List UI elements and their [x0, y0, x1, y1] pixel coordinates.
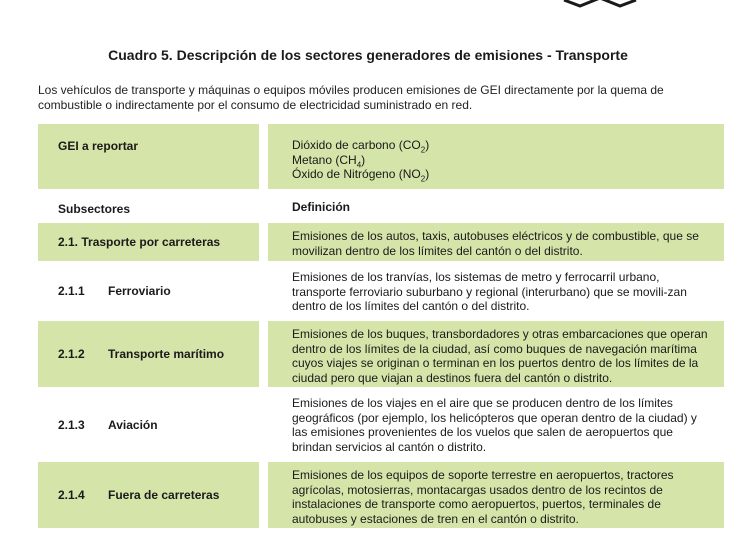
row-definition: Emisiones de los equipos de soporte terrestre en aeropuertos, tractores agrícolas, motosierras, montacargas usados dentro de los recintos de instalaciones de transporte como aeropuertos, puertos, terminales de autobuses y estaciones de tren en el cantón o distrito.	[268, 462, 724, 528]
gas-item: Óxido de Nitrógeno $(NO_2)$	[292, 167, 430, 184]
row-label: 2.1.1 Ferroviario	[58, 284, 171, 298]
logo-fragment-icon	[560, 0, 640, 12]
gas-item: Metano $(CH_4)$	[292, 152, 366, 169]
table-row	[38, 462, 724, 528]
gei-label: GEI a reportar	[38, 124, 259, 189]
row-definition: Emisiones de los viajes en el aire que se producen dentro de los límites geográficos (por ejemplo, los helicópteros que operan dentro de la ciudad) y las emisiones provenientes de los vuelos que salen de aeropuertos que brindan servicios al cantón o distrito.	[292, 396, 697, 454]
table-row	[38, 223, 724, 261]
row-label: 2.1. Trasporte por carreteras	[38, 223, 259, 261]
table-row	[38, 264, 724, 318]
table-title: Cuadro 5. Descripción de los sectores generadores de emisiones - Transporte	[108, 47, 628, 63]
intro-paragraph: Los vehículos de transporte y máquinas o equipos móviles producen emisiones de GEI directamente por la quema de combustible o indirectamente por el consumo de electricidad suministrado en red.	[38, 83, 664, 112]
row-label: 2.1.4 Fuera de carreteras	[38, 462, 259, 528]
row-label: 2.1.3 Aviación	[58, 417, 158, 432]
row-definition: Emisiones de los buques, transbordadores y otras embarcaciones que operan dentro de los límites de la ciudad, así como buques de navegación marítima cuyos viajes se originan o terminan en los puertos dentro de los límites de la ciudad pero que viajan a destinos fuera del cantón o distrito.	[268, 321, 724, 387]
gei-row	[38, 124, 724, 189]
table-row	[38, 321, 724, 387]
row-label: 2.1.2 Transporte marítimo	[38, 321, 259, 387]
table-row	[38, 390, 724, 459]
gei-gases	[268, 124, 724, 189]
header-subsectores: Subsectores	[58, 202, 131, 216]
header-row	[38, 192, 724, 220]
row-definition: Emisiones de los autos, taxis, autobuses eléctricos y de combustible, que se movilizan dentro de los límites del cantón o del distrito.	[268, 223, 724, 261]
emissions-table	[38, 124, 724, 531]
gas-item: Dióxido de carbono $(CO_2)$	[292, 138, 430, 155]
header-definicion: Definición	[292, 200, 351, 214]
row-definition: Emisiones de los tranvías, los sistemas de metro y ferrocarril urbano, transporte ferroviario suburbano y regional (interurbano) que se movili-zan dentro de los límites del cantón o del distrito.	[292, 270, 687, 313]
